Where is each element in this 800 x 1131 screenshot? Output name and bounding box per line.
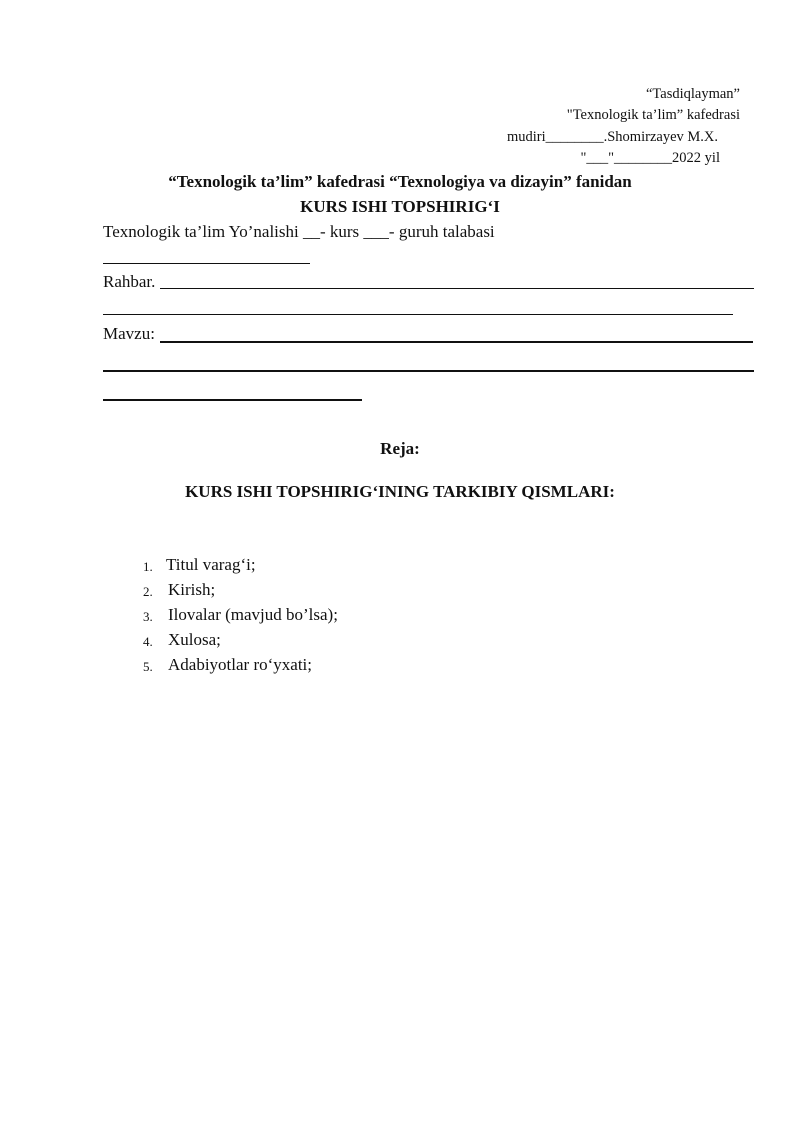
- list-item-text: Xulosa;: [168, 630, 221, 649]
- list-item-text: Ilovalar (mavjud bo’lsa);: [168, 605, 338, 624]
- rahbar-blank: [160, 288, 754, 289]
- mavzu-blank-3: [103, 399, 362, 401]
- plan-subheading: KURS ISHI TOPSHIRIG‘INING TARKIBIY QISMLARI:: [185, 482, 615, 501]
- list-item-number: 5.: [143, 659, 153, 674]
- list-item-text: Adabiyotlar ro‘yxati;: [168, 655, 312, 674]
- mavzu-label: Mavzu:: [103, 324, 155, 343]
- plan-heading: Reja:: [380, 439, 420, 458]
- rahbar-label: Rahbar.: [103, 272, 156, 291]
- approval-line-1: “Tasdiqlayman”: [645, 86, 740, 102]
- document-subtitle: KURS ISHI TOPSHIRIG‘I: [300, 197, 500, 216]
- list-item-text: Kirish;: [168, 580, 216, 599]
- list-item-number: 2.: [143, 584, 153, 599]
- list-item-number: 1.: [143, 559, 153, 574]
- approval-line-2: "Texnologik ta’lim” kafedrasi: [566, 107, 740, 123]
- student-name-blank: [103, 263, 310, 264]
- mavzu-blank-2: [103, 370, 754, 372]
- document-title: “Texnologik ta’lim” kafedrasi “Texnologiya va dizayin” fanidan: [168, 172, 632, 191]
- rahbar-blank-2: [103, 314, 733, 315]
- list-item-number: 3.: [143, 609, 153, 624]
- approval-line-3: mudiri________.Shomirzayev M.X.: [506, 129, 718, 145]
- list-item-text: Titul varag‘i;: [166, 555, 256, 574]
- student-info-line: Texnologik ta’lim Yo’nalishi __- kurs ___- guruh talabasi: [103, 222, 495, 241]
- list-item-number: 4.: [143, 634, 153, 649]
- approval-line-4: "___"________2022 yil: [580, 150, 720, 166]
- mavzu-blank: [160, 341, 753, 343]
